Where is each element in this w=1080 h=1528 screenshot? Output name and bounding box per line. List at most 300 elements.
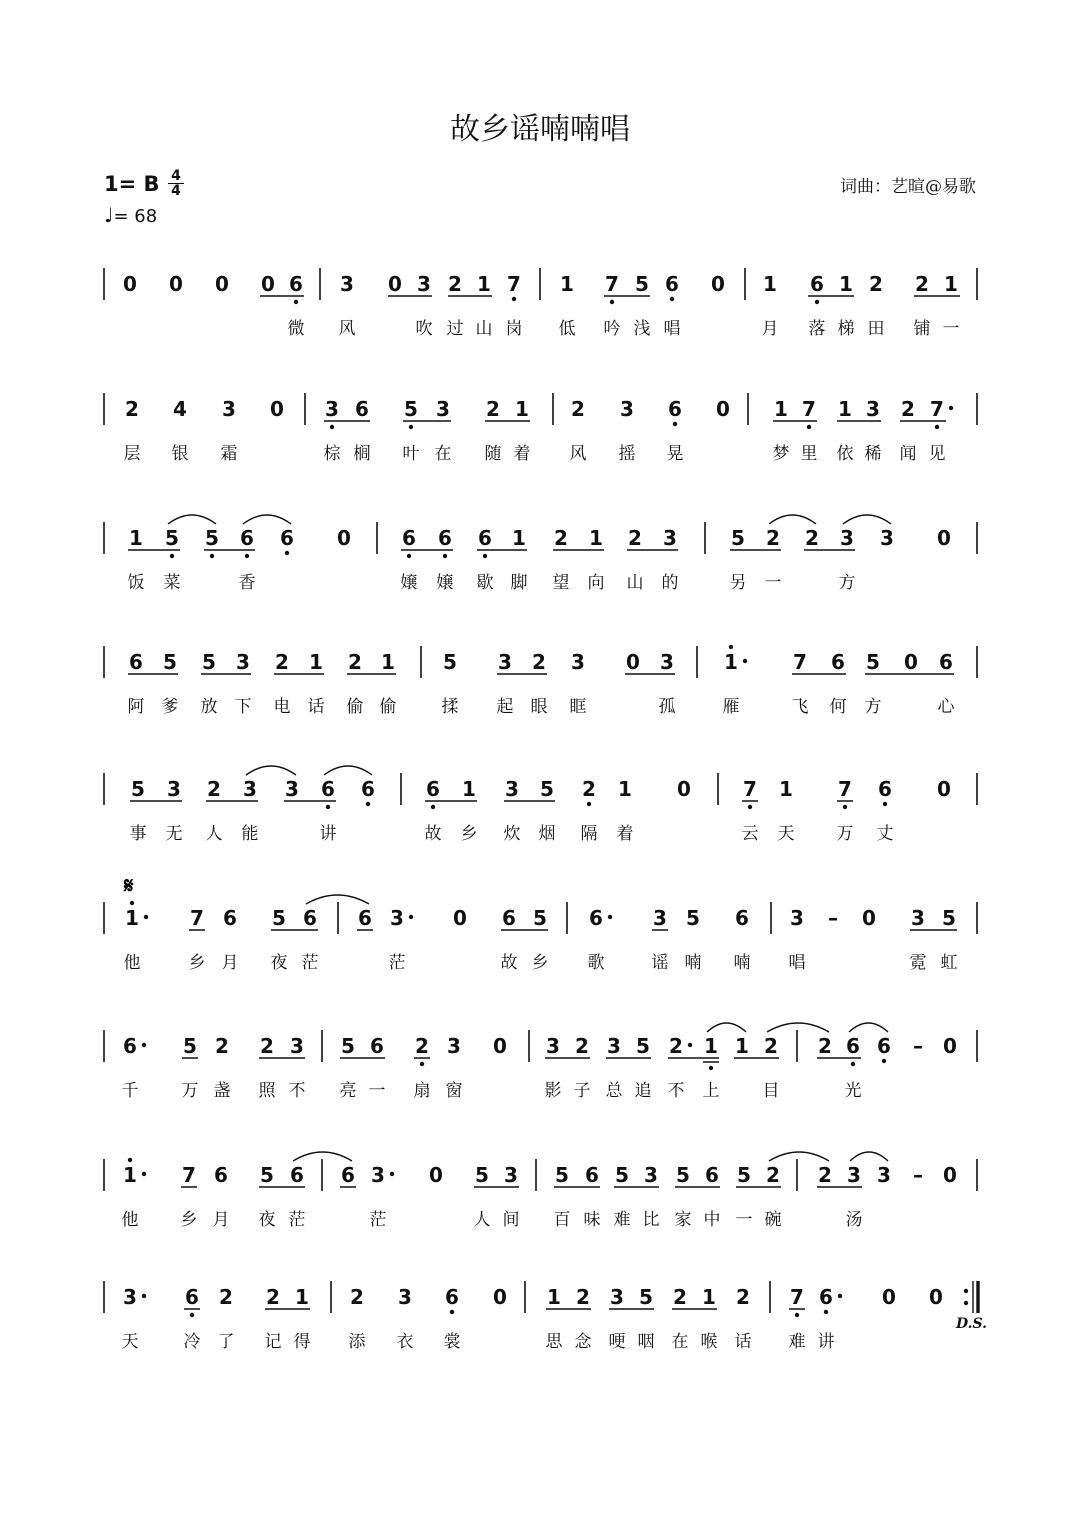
- note: 5: [676, 1163, 690, 1187]
- lyric: 天: [121, 1332, 139, 1352]
- note: 1: [477, 272, 491, 296]
- note: –: [913, 1034, 923, 1058]
- lyric: 心: [937, 697, 955, 717]
- note: 6: [341, 1163, 355, 1187]
- note: 5: [131, 777, 145, 801]
- note: 3: [546, 1034, 560, 1058]
- low-octave-dot: [851, 1062, 855, 1066]
- note: 5: [205, 526, 219, 550]
- note: 6: [289, 272, 303, 296]
- note: 1: [702, 1285, 716, 1309]
- low-octave-dot: [170, 554, 174, 558]
- lyric: 不: [667, 1081, 685, 1101]
- note: 3: [505, 777, 519, 801]
- lyric: 喃: [684, 953, 702, 973]
- note: 0: [493, 1034, 507, 1058]
- note: 3: [610, 1285, 624, 1309]
- note: 1: [129, 526, 143, 550]
- note: 7: [507, 272, 521, 296]
- note: 5: [686, 906, 700, 930]
- quarter-note-icon: ♩: [104, 203, 114, 227]
- note: 0: [270, 397, 284, 421]
- lyric: 霓: [909, 953, 927, 973]
- note: 6: [445, 1285, 459, 1309]
- low-octave-dot: [443, 554, 447, 558]
- lyric: 雁: [722, 697, 740, 717]
- lyric: 亮: [339, 1081, 357, 1101]
- note: 2: [207, 777, 221, 801]
- lyric: 偷: [346, 697, 364, 717]
- lyric: 棕: [323, 444, 341, 464]
- note: 5: [475, 1163, 489, 1187]
- note: 1: [125, 906, 139, 930]
- note: 3: [877, 1163, 891, 1187]
- note: 5: [866, 650, 880, 674]
- note: 2: [448, 272, 462, 296]
- low-octave-dot: [815, 300, 819, 304]
- augmentation-dot: [390, 1172, 394, 1176]
- note: 1: [462, 777, 476, 801]
- slur: [767, 1023, 829, 1032]
- note: 5: [636, 1034, 650, 1058]
- note: 0: [626, 650, 640, 674]
- note: 6: [705, 1163, 719, 1187]
- lyric: 追: [634, 1081, 652, 1101]
- low-octave-dot: [843, 805, 847, 809]
- note: 6: [129, 650, 143, 674]
- lyric: 不: [288, 1081, 306, 1101]
- lyric: 家: [674, 1210, 692, 1230]
- augmentation-dot: [142, 1043, 146, 1047]
- note: 6: [240, 526, 254, 550]
- lyric: 飞: [791, 697, 809, 717]
- note: 0: [937, 777, 951, 801]
- note: 2: [125, 397, 139, 421]
- note: 2: [215, 1034, 229, 1058]
- lyric: 上: [702, 1081, 720, 1101]
- note: 3: [504, 1163, 518, 1187]
- note: 2: [582, 777, 596, 801]
- note: 3: [620, 397, 634, 421]
- lyric: 炊: [503, 824, 521, 844]
- note: 1: [618, 777, 632, 801]
- lyric: 霜: [220, 444, 238, 464]
- note: 0: [943, 1163, 957, 1187]
- lyric: 讲: [319, 824, 337, 844]
- note: 1: [944, 272, 958, 296]
- lyric: 虹: [940, 953, 958, 973]
- lyric: 人: [473, 1210, 491, 1230]
- note: 0: [904, 650, 918, 674]
- note: 5: [183, 1034, 197, 1058]
- lyric: 低: [558, 319, 576, 339]
- note: 3: [290, 1034, 304, 1058]
- lyric: 歌: [587, 953, 605, 973]
- note: 0: [453, 906, 467, 930]
- low-octave-dot: [431, 805, 435, 809]
- note: 5: [202, 650, 216, 674]
- note: 1: [123, 1163, 137, 1187]
- note: 6: [819, 1285, 833, 1309]
- note: 0: [429, 1163, 443, 1187]
- lyric: 歇: [476, 573, 494, 593]
- lyric: 乡: [188, 953, 206, 973]
- lyric: 事: [129, 824, 147, 844]
- lyric: 难: [788, 1332, 806, 1352]
- note: 6: [361, 777, 375, 801]
- lyric: 微: [287, 319, 305, 339]
- low-octave-dot: [294, 300, 298, 304]
- lyric: 比: [642, 1210, 660, 1230]
- note: 6: [735, 906, 749, 930]
- lyric: 望: [552, 573, 570, 593]
- note: 6: [810, 272, 824, 296]
- note: 6: [280, 526, 294, 550]
- note: 2: [818, 1034, 832, 1058]
- note: 0: [716, 397, 730, 421]
- note: 2: [628, 526, 642, 550]
- lyric: 喃: [733, 953, 751, 973]
- note: 6: [877, 1034, 891, 1058]
- slur: [769, 515, 816, 524]
- note: 4: [173, 397, 187, 421]
- lyric: 盏: [213, 1081, 231, 1101]
- note: 2: [673, 1285, 687, 1309]
- low-octave-dot: [285, 551, 289, 555]
- lyric: 月: [221, 953, 239, 973]
- lyric: 银: [171, 444, 189, 464]
- note: 2: [805, 526, 819, 550]
- lyric: 光: [844, 1081, 862, 1101]
- lyric: 孤: [658, 697, 676, 717]
- lyric: 向: [587, 573, 605, 593]
- lyric: 随: [484, 444, 502, 464]
- repeat-dot: [964, 1301, 968, 1305]
- low-octave-dot: [795, 1313, 799, 1317]
- note: 2: [260, 1034, 274, 1058]
- note: 3: [398, 1285, 412, 1309]
- note: 2: [532, 650, 546, 674]
- note: 3: [663, 526, 677, 550]
- low-octave-dot: [587, 802, 591, 806]
- high-octave-dot: [130, 901, 134, 905]
- lyric: 浅: [633, 319, 651, 339]
- note: 3: [371, 1163, 385, 1187]
- note: 0: [943, 1034, 957, 1058]
- low-octave-dot: [330, 425, 334, 429]
- note: 1: [512, 526, 526, 550]
- lyric: 何: [829, 697, 847, 717]
- note: 2: [554, 526, 568, 550]
- note: 7: [190, 906, 204, 930]
- note: 0: [677, 777, 691, 801]
- lyric: 他: [121, 1210, 139, 1230]
- lyric: 味: [583, 1210, 601, 1230]
- note: 0: [937, 526, 951, 550]
- low-octave-dot: [512, 297, 516, 301]
- note: 0: [882, 1285, 896, 1309]
- lyric: 扇: [413, 1081, 431, 1101]
- lyric: 叶: [402, 444, 420, 464]
- note: 6: [939, 650, 953, 674]
- lyric: 乡: [460, 824, 478, 844]
- lyric: 思: [545, 1332, 563, 1352]
- note: 7: [605, 272, 619, 296]
- lyric: 哽: [608, 1332, 626, 1352]
- note: 1: [779, 777, 793, 801]
- lyric: 闻: [899, 444, 917, 464]
- lyric: 影: [544, 1081, 562, 1101]
- lyric: 在: [671, 1332, 689, 1352]
- note: 3: [123, 1285, 137, 1309]
- note: 6: [668, 397, 682, 421]
- lyric: 脚: [510, 573, 528, 593]
- augmentation-dot: [949, 406, 953, 410]
- lyric: 得: [293, 1332, 311, 1352]
- note: 1: [704, 1034, 718, 1058]
- repeat-dot: [964, 1289, 968, 1293]
- note: 0: [388, 272, 402, 296]
- note: 3: [866, 397, 880, 421]
- lyric: 电: [273, 697, 291, 717]
- lyric: 夜: [258, 1210, 276, 1230]
- lyric: 汤: [845, 1210, 863, 1230]
- low-octave-dot: [610, 300, 614, 304]
- lyric: 偷: [379, 697, 397, 717]
- note: 5: [341, 1034, 355, 1058]
- lyric: 过: [446, 319, 464, 339]
- note: 6: [303, 906, 317, 930]
- lyric: 百: [553, 1210, 571, 1230]
- lyric: 子: [573, 1081, 591, 1101]
- lyric: 眼: [530, 697, 548, 717]
- note: 3: [840, 526, 854, 550]
- lyric: 衣: [396, 1332, 414, 1352]
- low-octave-dot: [670, 297, 674, 301]
- lyric: 梯: [837, 319, 855, 339]
- note: 5: [272, 906, 286, 930]
- lyric: 千: [121, 1081, 139, 1101]
- note: 6: [290, 1163, 304, 1187]
- note: 2: [669, 1034, 683, 1058]
- lyric: 的: [661, 573, 679, 593]
- lyric: 万: [836, 824, 854, 844]
- lyric: 他: [123, 953, 141, 973]
- lyric: 茫: [288, 1210, 306, 1230]
- low-octave-dot: [709, 1066, 713, 1070]
- ds-marking: D.S.: [956, 1316, 988, 1332]
- low-octave-dot: [326, 805, 330, 809]
- lyric: 阿: [127, 697, 145, 717]
- lyric: 着: [616, 824, 634, 844]
- note: 5: [615, 1163, 629, 1187]
- augmentation-dot: [608, 915, 612, 919]
- note: 7: [790, 1285, 804, 1309]
- note: 3: [660, 650, 674, 674]
- slur: [168, 515, 216, 524]
- note: 5: [635, 272, 649, 296]
- note: 6: [438, 526, 452, 550]
- credits: 词曲：艺暄@易歌: [840, 177, 976, 197]
- note: 2: [571, 397, 585, 421]
- lyric: 吹: [415, 319, 433, 339]
- note: 5: [540, 777, 554, 801]
- segno-sign: 𝄋: [124, 874, 134, 899]
- slur: [850, 1152, 888, 1161]
- lyric: 饭: [127, 573, 145, 593]
- lyric: 铺: [913, 319, 931, 339]
- lyric: 下: [234, 697, 252, 717]
- slur: [243, 515, 291, 524]
- note: –: [828, 906, 838, 930]
- note: 7: [802, 397, 816, 421]
- note: 1: [547, 1285, 561, 1309]
- lyric: 在: [434, 444, 452, 464]
- lyric: 故: [500, 953, 518, 973]
- note: 6: [585, 1163, 599, 1187]
- note: 7: [182, 1163, 196, 1187]
- lyric: 窗: [445, 1081, 463, 1101]
- note: 1: [515, 397, 529, 421]
- note: 3: [222, 397, 236, 421]
- lyric: 一: [735, 1210, 753, 1230]
- note: 3: [436, 397, 450, 421]
- low-octave-dot: [882, 1059, 886, 1063]
- note: 6: [502, 906, 516, 930]
- lyric: 念: [574, 1332, 592, 1352]
- tempo-value: = 68: [113, 206, 158, 227]
- augmentation-dot: [743, 659, 747, 663]
- note: 3: [498, 650, 512, 674]
- note: 5: [737, 1163, 751, 1187]
- note: 6: [370, 1034, 384, 1058]
- note: 6: [589, 906, 603, 930]
- lyric: 记: [264, 1332, 282, 1352]
- note: 6: [665, 272, 679, 296]
- note: 0: [337, 526, 351, 550]
- note: 1: [763, 272, 777, 296]
- note: 3: [236, 650, 250, 674]
- slur: [324, 766, 372, 775]
- lyric: 夜: [270, 953, 288, 973]
- lyric: 云: [741, 824, 759, 844]
- note: 1: [309, 650, 323, 674]
- note: 3: [325, 397, 339, 421]
- lyric: 菜: [163, 573, 181, 593]
- note: 3: [790, 906, 804, 930]
- lyric: 风: [338, 319, 356, 339]
- lyric: 月: [212, 1210, 230, 1230]
- low-octave-dot: [420, 1062, 424, 1066]
- lyric: 人: [205, 824, 223, 844]
- lyric: 间: [502, 1210, 520, 1230]
- slur: [843, 515, 891, 524]
- note: 2: [575, 1034, 589, 1058]
- lyric: 嬢: [400, 573, 418, 593]
- low-octave-dot: [673, 422, 677, 426]
- note: 6: [321, 777, 335, 801]
- note: 0: [123, 272, 137, 296]
- lyric: 难: [613, 1210, 631, 1230]
- augmentation-dot: [142, 1172, 146, 1176]
- augmentation-dot: [688, 1043, 692, 1047]
- note: 6: [223, 906, 237, 930]
- lyric: 冷: [183, 1332, 201, 1352]
- note: 3: [653, 906, 667, 930]
- lyric: 吟: [603, 319, 621, 339]
- lyric: 梦: [772, 444, 790, 464]
- lyric: 茫: [388, 953, 406, 973]
- note: 2: [766, 526, 780, 550]
- lyric: 见: [928, 444, 946, 464]
- note: 3: [880, 526, 894, 550]
- low-octave-dot: [245, 554, 249, 558]
- note: 7: [743, 777, 757, 801]
- lyric: 茫: [369, 1210, 387, 1230]
- note: 7: [793, 650, 807, 674]
- note: 2: [348, 650, 362, 674]
- slur: [769, 1152, 829, 1161]
- note: 0: [493, 1285, 507, 1309]
- note: 6: [214, 1163, 228, 1187]
- lyric: 香: [238, 573, 256, 593]
- time-signature-top: 4: [168, 169, 184, 184]
- note: 1: [381, 650, 395, 674]
- note: 1: [839, 272, 853, 296]
- lyric: 摇: [618, 444, 636, 464]
- lyric: 咽: [637, 1332, 655, 1352]
- lyric: 添: [348, 1332, 366, 1352]
- lyric: 方: [864, 697, 882, 717]
- note: 0: [929, 1285, 943, 1309]
- note: 3: [644, 1163, 658, 1187]
- low-octave-dot: [366, 802, 370, 806]
- lyric: 风: [569, 444, 587, 464]
- note: 2: [764, 1034, 778, 1058]
- low-octave-dot: [450, 1310, 454, 1314]
- note: 5: [443, 650, 457, 674]
- song-title: 故乡谣喃喃唱: [450, 112, 630, 147]
- lyric: 照: [258, 1081, 276, 1101]
- lyric: 天: [777, 824, 795, 844]
- note: 1: [774, 397, 788, 421]
- note: 6: [355, 397, 369, 421]
- note: 5: [165, 526, 179, 550]
- note: 2: [901, 397, 915, 421]
- high-octave-dot: [729, 645, 733, 649]
- lyric: 一: [942, 319, 960, 339]
- note: 2: [869, 272, 883, 296]
- lyric: 唱: [663, 319, 681, 339]
- lyric: 稀: [864, 444, 882, 464]
- note: 5: [260, 1163, 274, 1187]
- lyric: 榈: [353, 444, 371, 464]
- augmentation-dot: [142, 1294, 146, 1298]
- note: 0: [711, 272, 725, 296]
- lyric: 眶: [569, 697, 587, 717]
- lyric: 一: [764, 573, 782, 593]
- lyric: 层: [123, 444, 141, 464]
- note: 6: [878, 777, 892, 801]
- lyric: 里: [800, 444, 818, 464]
- lyric: 依: [836, 444, 854, 464]
- note: 6: [426, 777, 440, 801]
- note: 7: [930, 397, 944, 421]
- note: 2: [486, 397, 500, 421]
- note: 2: [275, 650, 289, 674]
- note: 3: [167, 777, 181, 801]
- key-signature: 1= B: [104, 172, 160, 196]
